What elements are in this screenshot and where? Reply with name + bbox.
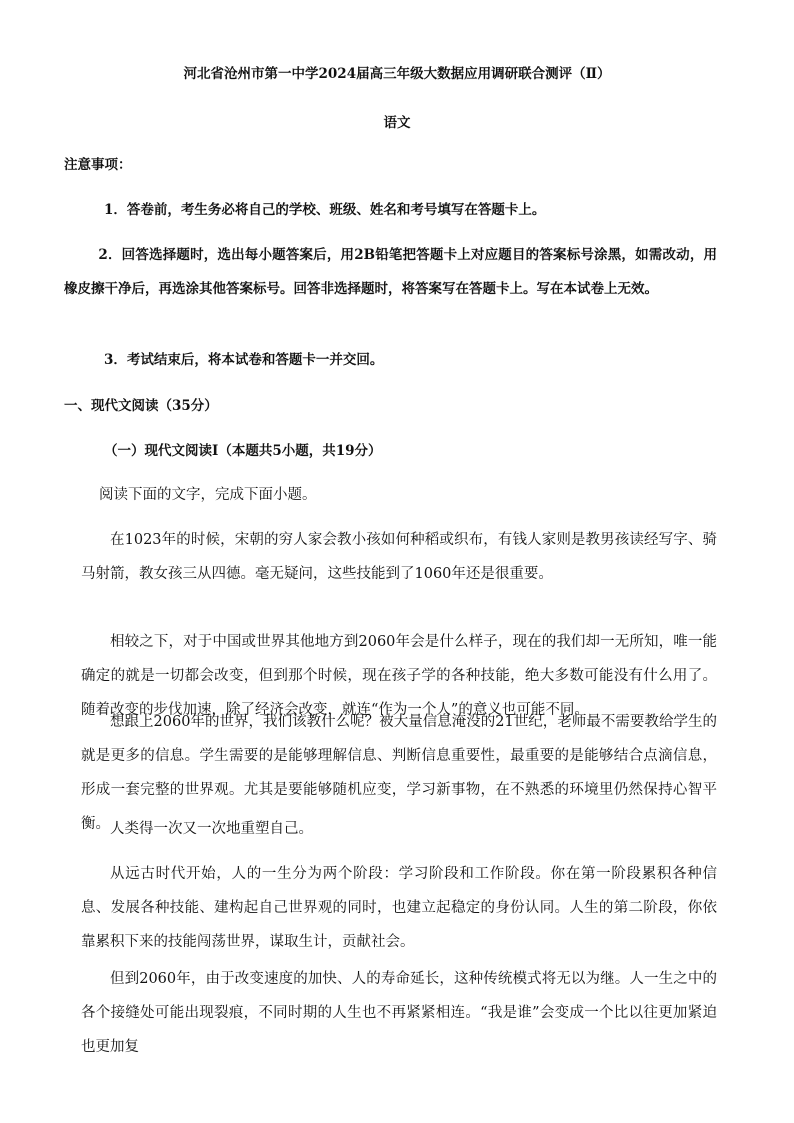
notice-item-3: 3．考试结束后，将本试卷和答题卡一并交回。 (104, 352, 384, 368)
notice-item-2: 2．回答选择题时，选出每小题答案后，用2B铅笔把答题卡上对应题目的答案标号涂黑，如需改动，用橡皮擦干净后，再选涂其他答案标号。回答非选择题时，将答案写在答题卡上。写在本试卷上无效。 (64, 247, 717, 297)
subsection-heading: （一）现代文阅读Ⅰ（本题共5小题，共19分） (104, 443, 382, 459)
section-heading: 一、现代文阅读（35分） (64, 398, 218, 414)
passage-paragraph-4: 人类得一次又一次地重塑自己。 (110, 821, 313, 837)
passage-paragraph-2: 相较之下，对于中国或世界其他地方到2060年会是什么样子，现在的我们却一无所知，唯一能确定的就是一切都会改变，但到那个时候，现在孩子学的各种技能，绝大多数可能没有什么用了。随着改变的步伐加速，除了经济会改变，就连“作为一个人”的意义也可能不同。 (81, 634, 717, 718)
passage-paragraph-3: 想跟上2060年的世界，我们该教什么呢？被大量信息淹没的21世纪，老师最不需要教给学生的就是更多的信息。学生需要的是能够理解信息、判断信息重要性，最重要的是能够结合点滴信息，形成一套完整的世界观。尤其是要能够随机应变，学习新事物，在不熟悉的环境里仍然保持心智平衡。 (81, 714, 717, 832)
subject-title: 语文 (383, 115, 411, 131)
notice-item-1: 1．答卷前，考生务必将自己的学校、班级、姓名和考号填写在答题卡上。 (104, 202, 546, 218)
exam-title: 河北省沧州市第一中学2024届高三年级大数据应用调研联合测评（Ⅱ） (183, 66, 611, 82)
passage-paragraph-6: 但到2060年，由于改变速度的加快、人的寿命延长，这种传统模式将无以为继。人一生之中的各个接缝处可能出现裂痕，不同时期的人生也不再紧紧相连。“我是谁”会变成一个比以往更加紧迫也更加复 (81, 971, 717, 1055)
passage-paragraph-5: 从远古时代开始，人的一生分为两个阶段：学习阶段和工作阶段。你在第一阶段累积各种信息、发展各种技能、建构起自己世界观的同时，也建立起稳定的身份认同。人生的第二阶段，你依靠累积下来的技能闯荡世界，谋取生计，贡献社会。 (81, 866, 717, 950)
passage-paragraph-1: 在1023年的时候，宋朝的穷人家会教小孩如何种稻或织布，有钱人家则是教男孩读经写字、骑马射箭，教女孩三从四德。毫无疑问，这些技能到了1060年还是很重要。 (81, 532, 717, 582)
reading-instruction: 阅读下面的文字，完成下面小题。 (99, 487, 317, 503)
notice-heading: 注意事项： (64, 157, 132, 173)
